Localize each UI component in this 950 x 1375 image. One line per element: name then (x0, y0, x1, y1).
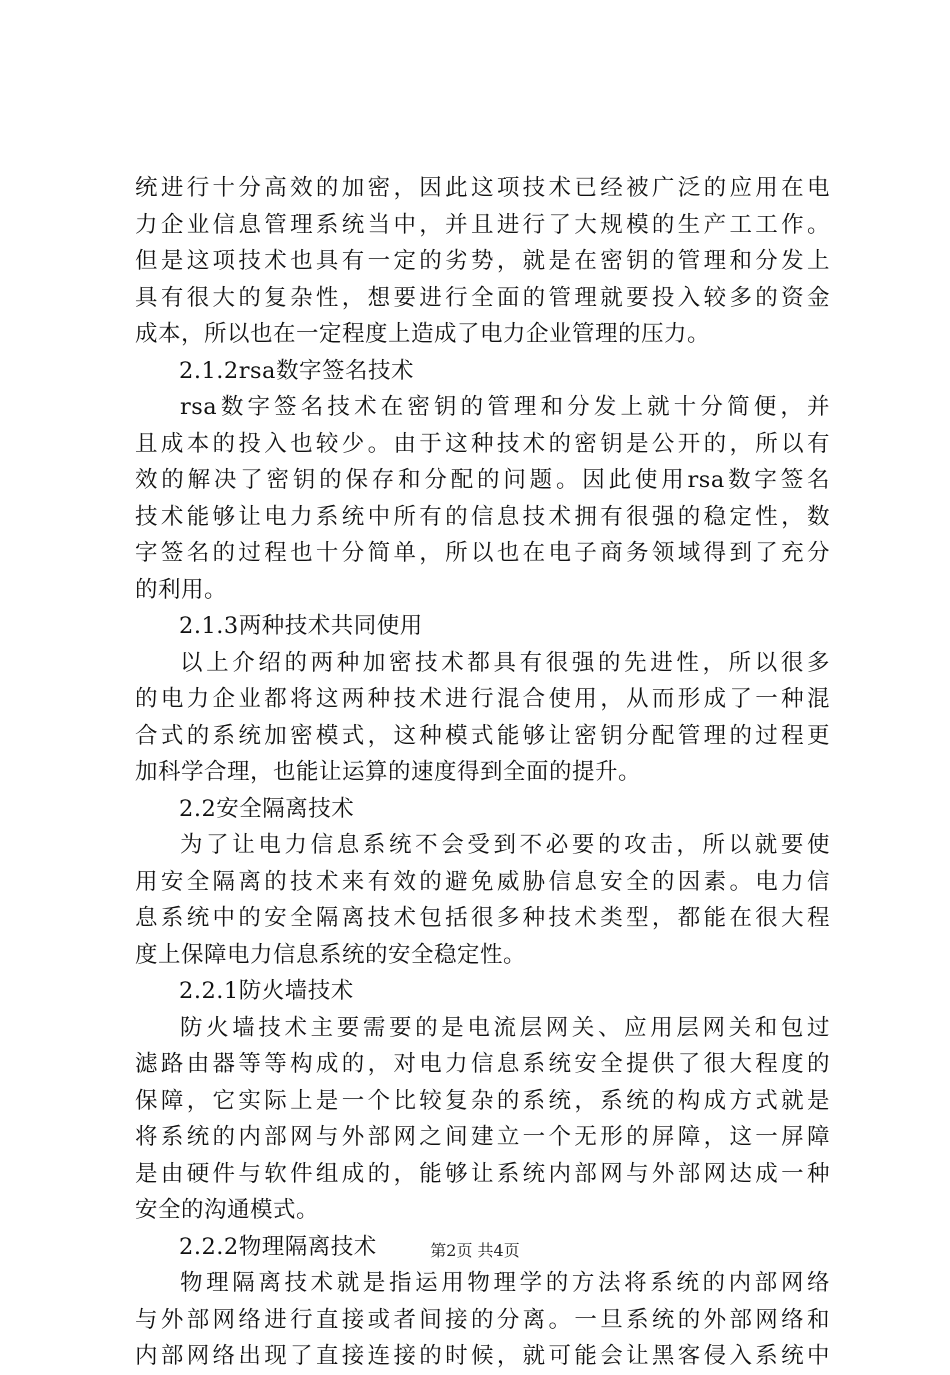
body-text-line: 将系统的内部网与外部网之间建立一个无形的屏障，这一屏障 (135, 1124, 830, 1150)
section-heading: 2.1.2rsa数字签名技术 (179, 357, 414, 384)
section-heading: 2.2.1防火墙技术 (179, 978, 354, 1004)
paragraph-last-line: 度上保障电力信息系统的安全稳定性。 (135, 941, 527, 968)
paragraph-last-line: 加科学合理，也能让运算的速度得到全面的提升。 (135, 759, 642, 785)
body-text-line: 的电力企业都将这两种技术进行混合使用，从而形成了一种混 (135, 686, 830, 712)
body-text-line: 合式的系统加密模式，这种模式能够让密钥分配管理的过程更 (135, 722, 830, 749)
body-text-line: 与外部网络进行直接或者间接的分离。一旦系统的外部网络和 (135, 1306, 830, 1333)
body-text-line: 内部网络出现了直接连接的时候，就可能会让黑客侵入系统中 (135, 1343, 830, 1369)
body-text-line: 息系统中的安全隔离技术包括很多种技术类型，都能在很大程 (135, 905, 830, 931)
body-text-line: 字签名的过程也十分简单，所以也在电子商务领域得到了充分 (135, 540, 830, 566)
paragraph-first-line: 以上介绍的两种加密技术都具有很强的先进性，所以很多 (180, 649, 830, 676)
body-text-line: 统进行十分高效的加密，因此这项技术已经被广泛的应用在电 (135, 175, 830, 201)
body-text-line: 是由硬件与软件组成的，能够让系统内部网与外部网达成一种 (135, 1160, 830, 1187)
section-heading: 2.2安全隔离技术 (179, 795, 355, 822)
body-text-line: 且成本的投入也较少。由于这种技术的密钥是公开的，所以有 (135, 430, 830, 457)
body-text-line: 效的解决了密钥的保存和分配的问题。因此使用rsa数字签名 (135, 467, 830, 493)
body-text-line: 技术能够让电力系统中所有的信息技术拥有很强的稳定性，数 (135, 503, 830, 530)
body-text-line: 滤路由器等等构成的，对电力信息系统安全提供了很大程度的 (135, 1051, 830, 1077)
document-body (135, 170, 830, 1375)
section-heading: 2.1.3两种技术共同使用 (179, 613, 423, 639)
body-text-line: 但是这项技术也具有一定的劣势，就是在密钥的管理和分发上 (135, 248, 830, 274)
page-footer: 第2页 共4页 (430, 1241, 520, 1260)
paragraph-last-line: 的利用。 (135, 576, 228, 603)
body-text-line: 具有很大的复杂性，想要进行全面的管理就要投入较多的资金 (135, 284, 830, 311)
paragraph-first-line: 为了让电力信息系统不会受到不必要的攻击，所以就要使 (180, 832, 830, 858)
body-text-line: 用安全隔离的技术来有效的避免威胁信息安全的因素。电力信 (135, 868, 830, 895)
body-text-line: 保障，它实际上是一个比较复杂的系统，系统的构成方式就是 (135, 1087, 830, 1114)
paragraph-last-line: 成本，所以也在一定程度上造成了电力企业管理的压力。 (135, 321, 711, 347)
body-text-line: 力企业信息管理系统当中，并且进行了大规模的生产工工作。 (135, 211, 830, 238)
paragraph-last-line: 安全的沟通模式。 (135, 1197, 320, 1223)
section-heading: 2.2.2物理隔离技术 (179, 1233, 377, 1260)
paragraph-first-line: 物理隔离技术就是指运用物理学的方法将系统的内部网络 (180, 1270, 830, 1296)
paragraph-first-line: rsa数字签名技术在密钥的管理和分发上就十分简便，并 (180, 394, 830, 420)
paragraph-first-line: 防火墙技术主要需要的是电流层网关、应用层网关和包过 (180, 1014, 830, 1041)
